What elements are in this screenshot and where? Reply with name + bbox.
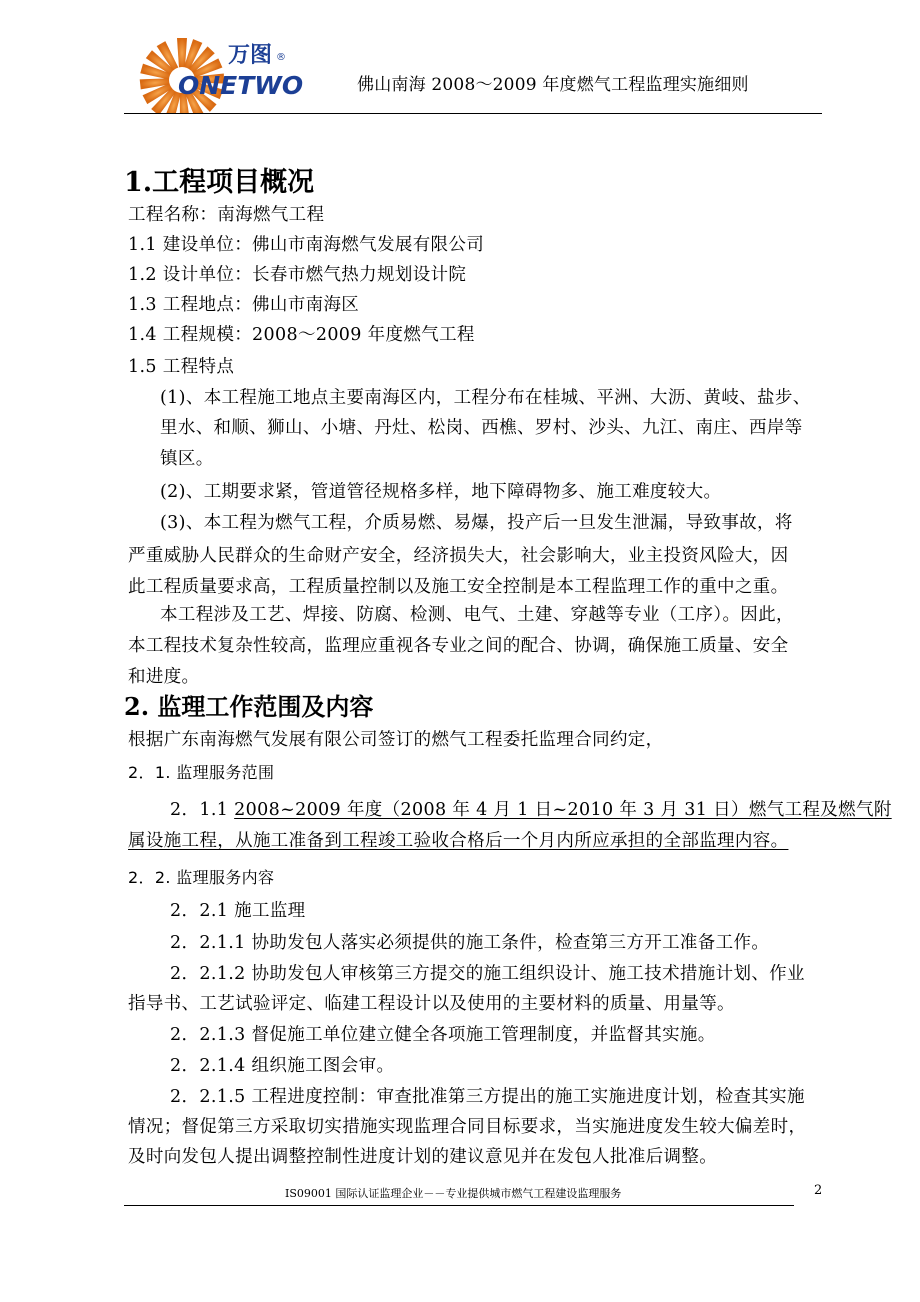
content-item: 2．2.1.5 工程进度控制：审查批准第三方提出的施工实施进度计划，检查其实施 <box>170 1087 805 1107</box>
feature-4-line: 和进度。 <box>128 667 200 687</box>
feature-1-line: 镇区。 <box>160 449 214 469</box>
document-title: 佛山南海 2008～2009 年度燃气工程监理实施细则 <box>357 75 749 95</box>
service-content-heading: 2．2. 监理服务内容 <box>128 868 275 887</box>
feature-3-line: 此工程质量要求高，工程质量控制以及施工安全控制是本工程监理工作的重中之重。 <box>128 577 789 597</box>
feature-3-line: 严重威胁人民群众的生命财产安全，经济损失大，社会影响大，业主投资风险大，因 <box>128 546 789 566</box>
content-item: 2．2.1.3 督促施工单位建立健全各项施工管理制度，并监督其实施。 <box>170 1025 716 1045</box>
content-item: 及时向发包人提出调整控制性进度计划的建议意见并在发包人批准后调整。 <box>128 1147 718 1167</box>
project-name: 工程名称：南海燃气工程 <box>128 205 325 225</box>
section1-heading: 1.工程项目概况 <box>124 167 315 198</box>
project-location: 1.3 工程地点：佛山市南海区 <box>128 295 360 315</box>
scope-item-line: 属设施工程，从施工准备到工程竣工验收合格后一个月内所应承担的全部监理内容。 <box>128 831 789 851</box>
page-header <box>124 28 824 114</box>
feature-4-line: 本工程技术复杂性较高，监理应重视各专业之间的配合、协调，确保施工质量、安全 <box>128 636 789 656</box>
footer-text: IS09001 国际认证监理企业－－专业提供城市燃气工程建设监理服务 <box>285 1187 622 1200</box>
feature-4-line: 本工程涉及工艺、焊接、防腐、检测、电气、土建、穿越等专业（工序）。因此， <box>160 605 794 625</box>
service-scope-heading: 2．1. 监理服务范围 <box>128 763 275 782</box>
section2-intro: 根据广东南海燃气发展有限公司签订的燃气工程委托监理合同约定， <box>128 730 664 750</box>
scope-item-number: 2．1.1 <box>170 800 235 820</box>
features-title: 1.5 工程特点 <box>128 357 235 377</box>
feature-1-line: (1)、本工程施工地点主要南海区内，工程分布在桂城、平洲、大沥、黄岐、盐步、 <box>160 388 811 408</box>
header-divider <box>124 113 822 114</box>
scope-item-text: 2008~2009 年度（2008 年 4 月 1 日~2010 年 3 月 31 日）燃气工程及燃气附 <box>234 800 892 820</box>
content-item: 情况；督促第三方采取切实措施实现监理合同目标要求，当实施进度发生较大偏差时， <box>128 1117 807 1137</box>
feature-1-line: 里水、和顺、狮山、小塘、丹灶、松岗、西樵、罗村、沙头、九江、南庄、西岸等 <box>160 418 803 438</box>
onetwo-logo <box>136 34 306 114</box>
design-unit: 1.2 设计单位：长春市燃气热力规划设计院 <box>128 265 467 285</box>
content-item: 2．2.1 施工监理 <box>170 901 306 921</box>
content-item: 2．2.1.1 协助发包人落实必须提供的施工条件，检查第三方开工准备工作。 <box>170 933 770 953</box>
svg-text:®: ® <box>276 52 286 63</box>
svg-text:万图: 万图 <box>228 43 273 68</box>
svg-text:ONETWO: ONETWO <box>178 71 304 100</box>
page-number: 2 <box>814 1183 823 1198</box>
content-item: 指导书、工艺试验评定、临建工程设计以及使用的主要材料的质量、用量等。 <box>128 994 735 1014</box>
feature-2: (2)、工期要求紧，管道管径规格多样，地下障碍物多、施工难度较大。 <box>160 482 722 502</box>
content-item: 2．2.1.2 协助发包人审核第三方提交的施工组织设计、施工技术措施计划、作业 <box>170 964 805 984</box>
scope-item-line <box>170 796 892 821</box>
content-item: 2．2.1.4 组织施工图会审。 <box>170 1056 395 1076</box>
owner-unit: 1.1 建设单位：佛山市南海燃气发展有限公司 <box>128 235 485 255</box>
footer-divider <box>124 1205 794 1206</box>
project-scale: 1.4 工程规模：2008～2009 年度燃气工程 <box>128 325 475 345</box>
section2-heading: 2. 监理工作范围及内容 <box>124 692 374 721</box>
feature-3-line: (3)、本工程为燃气工程，介质易燃、易爆，投产后一旦发生泄漏，导致事故，将 <box>160 513 793 533</box>
